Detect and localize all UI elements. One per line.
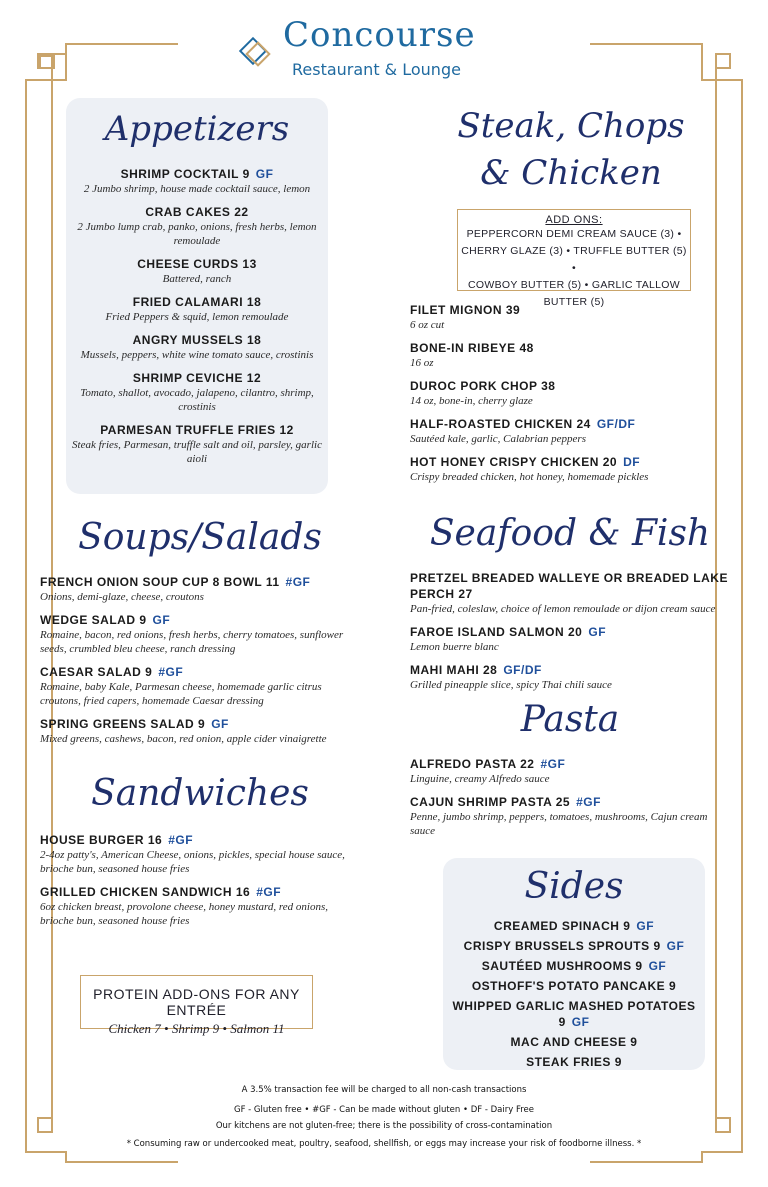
- dietary-tag: GF: [255, 167, 274, 181]
- dietary-tag: #GF: [285, 575, 311, 589]
- menu-item-description: Steak fries, Parmesan, truffle salt and oil, parsley, garlic aioli: [72, 439, 322, 465]
- appetizers-list: [70, 166, 324, 466]
- sandwiches-section: [40, 766, 360, 936]
- menu-item-name: [448, 918, 700, 934]
- seafood-list: [410, 570, 730, 692]
- menu-item-description: 14 oz, bone-in, cherry glaze: [410, 395, 533, 407]
- menu-item: [410, 378, 740, 408]
- menu-item-description: Romaine, bacon, red onions, fresh herbs, cherry tomatoes, sunflower seeds, crumbled bleu cheese, ranch dressing: [40, 629, 344, 655]
- menu-item-description: Tomato, shallot, avocado, jalapeno, cilantro, shrimp, crostinis: [80, 387, 314, 413]
- menu-item-title: GRILLED CHICKEN SANDWICH 16: [40, 885, 251, 899]
- menu-item-name: [40, 832, 360, 848]
- menu-item-title: SHRIMP COCKTAIL 9: [120, 167, 250, 181]
- dietary-tag: GF: [666, 939, 685, 953]
- soups-section: [40, 508, 360, 754]
- menu-item-description: Romaine, baby Kale, Parmesan cheese, homemade garlic citrus croutons, fried capers, homemade Caesar dressing: [40, 681, 322, 707]
- menu-item-description: 2 Jumbo shrimp, house made cocktail sauce, lemon: [83, 183, 311, 195]
- menu-item-name: [40, 574, 360, 590]
- menu-item: [40, 664, 360, 708]
- steak-section-heading: [436, 104, 706, 198]
- menu-item-name: [410, 624, 730, 640]
- menu-item: [448, 918, 700, 934]
- menu-item: [40, 716, 360, 746]
- menu-item-name: [410, 302, 740, 318]
- menu-item-name: [40, 884, 360, 900]
- menu-item: [70, 332, 324, 362]
- dietary-tag: GF: [648, 959, 667, 973]
- menu-item-description: Pan-fried, coleslaw, choice of lemon remoulade or dijon cream sauce: [410, 603, 716, 615]
- footer-gluten-note: Our kitchens are not gluten-free; there is the possibility of cross-contamination: [215, 1121, 553, 1131]
- footer-transaction-fee: A 3.5% transaction fee will be charged to all non-cash transactions: [241, 1085, 527, 1095]
- steak-heading-line2: & Chicken: [480, 153, 662, 193]
- addons-line: CHERRY GLAZE (3) • TRUFFLE BUTTER (5) •: [461, 245, 687, 274]
- menu-item-title: MAHI MAHI 28: [410, 663, 498, 677]
- menu-item: [410, 794, 730, 838]
- menu-item-title: CREAMED SPINACH 9: [493, 919, 631, 933]
- brand-subtitle: Restaurant & Lounge: [292, 60, 461, 79]
- sides-heading: Sides: [524, 866, 624, 907]
- menu-item: [40, 574, 360, 604]
- menu-item-name: [70, 166, 324, 182]
- protein-addons-title: PROTEIN ADD-ONS FOR ANY ENTRÉE: [93, 986, 300, 1018]
- soups-list: [40, 574, 360, 746]
- menu-item: [410, 662, 730, 692]
- menu-item: [448, 1054, 700, 1070]
- menu-item-title: WEDGE SALAD 9: [40, 613, 147, 627]
- menu-item-description: Mixed greens, cashews, bacon, red onion, apple cider vinaigrette: [40, 733, 327, 745]
- menu-item-title: FRIED CALAMARI 18: [132, 295, 262, 309]
- menu-item: [448, 938, 700, 954]
- footer-consumer-advisory: * Consuming raw or undercooked meat, poultry, seafood, shellfish, or eggs may increase your risk of foodborne illness. *: [126, 1139, 642, 1149]
- menu-item-description: 16 oz: [410, 357, 434, 369]
- menu-item: [70, 204, 324, 248]
- menu-item-description: Penne, jumbo shrimp, peppers, tomatoes, mushrooms, Cajun cream sauce: [410, 811, 708, 837]
- menu-item: [410, 570, 730, 616]
- menu-item-name: [448, 1034, 700, 1050]
- menu-item: [448, 978, 700, 994]
- menu-item-description: Sautéed kale, garlic, Calabrian peppers: [410, 433, 586, 445]
- menu-item-title: PARMESAN TRUFFLE FRIES 12: [100, 423, 294, 437]
- addons-line: PEPPERCORN DEMI CREAM SAUCE (3) •: [466, 228, 682, 240]
- menu-item-title: CAESAR SALAD 9: [40, 665, 153, 679]
- menu-item-title: HOT HONEY CRISPY CHICKEN 20: [410, 455, 618, 469]
- dietary-tag: #GF: [576, 795, 601, 809]
- appetizers-heading: Appetizers: [104, 109, 290, 149]
- menu-item-title: OSTHOFF'S POTATO PANCAKE 9: [471, 979, 677, 993]
- menu-item-name: [70, 422, 324, 438]
- menu-item-name: [448, 998, 700, 1030]
- menu-item: [70, 422, 324, 466]
- brand-name: Concourse: [283, 15, 476, 55]
- menu-item-name: [410, 340, 740, 356]
- menu-item-title: CAJUN SHRIMP PASTA 25: [410, 795, 571, 809]
- menu-item: [40, 884, 360, 928]
- menu-item-name: [410, 416, 740, 432]
- menu-item-title: SPRING GREENS SALAD 9: [40, 717, 206, 731]
- menu-item-name: [448, 958, 700, 974]
- protein-addons-desc: Chicken 7 • Shrimp 9 • Salmon 11: [108, 1021, 285, 1036]
- seafood-heading: Seafood & Fish: [429, 513, 711, 554]
- seafood-section: [410, 504, 730, 700]
- menu-item-description: 2 Jumbo lump crab, panko, onions, fresh herbs, lemon remoulade: [77, 221, 317, 247]
- menu-item: [448, 958, 700, 974]
- menu-item-name: [410, 454, 740, 470]
- menu-item-description: Linguine, creamy Alfredo sauce: [410, 773, 550, 785]
- dietary-tag: #GF: [168, 833, 194, 847]
- menu-item-title: HALF-ROASTED CHICKEN 24: [410, 417, 591, 431]
- menu-item-description: Crispy breaded chicken, hot honey, homemade pickles: [410, 471, 649, 483]
- steak-addons-box: [457, 209, 691, 308]
- addons-heading: ADD ONS:: [545, 214, 603, 226]
- menu-item: [448, 1034, 700, 1050]
- menu-item: [410, 756, 730, 786]
- dietary-tag: GF: [636, 919, 655, 933]
- menu-item: [410, 302, 740, 332]
- dietary-tag: #GF: [540, 757, 566, 771]
- menu-item-name: [448, 1054, 700, 1070]
- menu-item-name: [70, 332, 324, 348]
- dietary-tag: GF: [588, 625, 607, 639]
- menu-item-name: [40, 612, 360, 628]
- menu-item-name: [410, 794, 730, 810]
- menu-item-title: CRISPY BRUSSELS SPROUTS 9: [463, 939, 661, 953]
- menu-item-name: [70, 204, 324, 220]
- menu-item: [410, 624, 730, 654]
- menu-item-name: [410, 570, 730, 602]
- menu-item: [40, 832, 360, 876]
- menu-item-name: [410, 756, 730, 772]
- menu-item-description: Mussels, peppers, white wine tomato sauce, crostinis: [80, 349, 314, 361]
- menu-item-description: Grilled pineapple slice, spicy Thai chili sauce: [410, 679, 612, 691]
- menu-item-title: CHEESE CURDS 13: [137, 257, 257, 271]
- menu-item-title: BONE-IN RIBEYE 48: [410, 341, 534, 355]
- addons-line: COWBOY BUTTER (5) • GARLIC TALLOW BUTTER (5): [468, 279, 680, 308]
- menu-item: [70, 370, 324, 414]
- sides-list: [448, 918, 700, 1070]
- menu-item-title: HOUSE BURGER 16: [40, 833, 163, 847]
- menu-item: [40, 612, 360, 656]
- menu-item-description: Fried Peppers & squid, lemon remoulade: [105, 311, 289, 323]
- menu-item-name: [448, 978, 700, 994]
- menu-item-name: [40, 664, 360, 680]
- menu-item-title: MAC AND CHEESE 9: [510, 1035, 638, 1049]
- pasta-section: [410, 694, 730, 846]
- dietary-tag: #GF: [256, 885, 282, 899]
- menu-item-title: CRAB CAKES 22: [145, 205, 249, 219]
- dietary-tag: GF: [571, 1015, 590, 1029]
- menu-item-title: ALFREDO PASTA 22: [410, 757, 535, 771]
- diamond-logo-icon: [238, 36, 274, 72]
- menu-item: [70, 166, 324, 196]
- menu-item: [410, 454, 740, 484]
- steak-heading-line1: Steak, Chops: [457, 106, 685, 146]
- sides-section: [448, 862, 700, 1074]
- menu-item-title: SAUTÉED MUSHROOMS 9: [481, 959, 643, 973]
- pasta-list: [410, 756, 730, 838]
- menu-item-name: [448, 938, 700, 954]
- menu-item-name: [70, 294, 324, 310]
- appetizers-section: [70, 104, 324, 474]
- pasta-heading: Pasta: [520, 699, 620, 740]
- steak-list: [410, 302, 740, 492]
- menu-item-title: PRETZEL BREADED WALLEYE OR BREADED LAKE PERCH 27: [410, 571, 728, 601]
- sandwiches-list: [40, 832, 360, 928]
- dietary-tag: GF/DF: [503, 663, 542, 677]
- menu-item-name: [410, 378, 740, 394]
- dietary-tag: GF: [211, 717, 229, 731]
- menu-item: [410, 340, 740, 370]
- menu-item: [70, 294, 324, 324]
- dietary-tag: GF: [152, 613, 171, 627]
- dietary-tag: GF/DF: [596, 417, 636, 431]
- menu-item: [410, 416, 740, 446]
- menu-item-title: DUROC PORK CHOP 38: [410, 379, 556, 393]
- menu-item-description: 6 oz cut: [410, 319, 445, 331]
- protein-addons-box: [80, 975, 313, 1036]
- soups-heading: Soups/Salads: [78, 517, 322, 558]
- menu-item-description: 6oz chicken breast, provolone cheese, honey mustard, red onions, brioche bun, seasoned house fries: [40, 901, 328, 927]
- menu-item-title: STEAK FRIES 9: [526, 1055, 622, 1069]
- menu-item-description: Battered, ranch: [162, 273, 232, 285]
- sandwiches-heading: Sandwiches: [91, 773, 309, 814]
- menu-item-name: [70, 256, 324, 272]
- menu-item-name: [70, 370, 324, 386]
- footer-legend: GF - Gluten free • #GF - Can be made without gluten • DF - Dairy Free: [233, 1105, 534, 1115]
- menu-item-name: [40, 716, 360, 732]
- menu-item-description: Onions, demi-glaze, cheese, croutons: [40, 591, 204, 603]
- menu-item: [448, 998, 700, 1030]
- menu-item-description: 2-4oz patty's, American Cheese, onions, pickles, special house sauce, brioche bun, seasoned house fries: [40, 849, 345, 875]
- menu-item-name: [410, 662, 730, 678]
- dietary-tag: DF: [623, 455, 641, 469]
- menu-item-title: FRENCH ONION SOUP CUP 8 BOWL 11: [40, 575, 280, 589]
- menu-item-title: FILET MIGNON 39: [410, 303, 521, 317]
- menu-item-title: ANGRY MUSSELS 18: [132, 333, 262, 347]
- menu-item-description: Lemon buerre blanc: [410, 641, 499, 653]
- menu-item: [70, 256, 324, 286]
- menu-item-title: SHRIMP CEVICHE 12: [132, 371, 262, 385]
- menu-item-title: WHIPPED GARLIC MASHED POTATOES 9: [452, 999, 696, 1029]
- dietary-tag: #GF: [158, 665, 184, 679]
- menu-item-title: FAROE ISLAND SALMON 20: [410, 625, 583, 639]
